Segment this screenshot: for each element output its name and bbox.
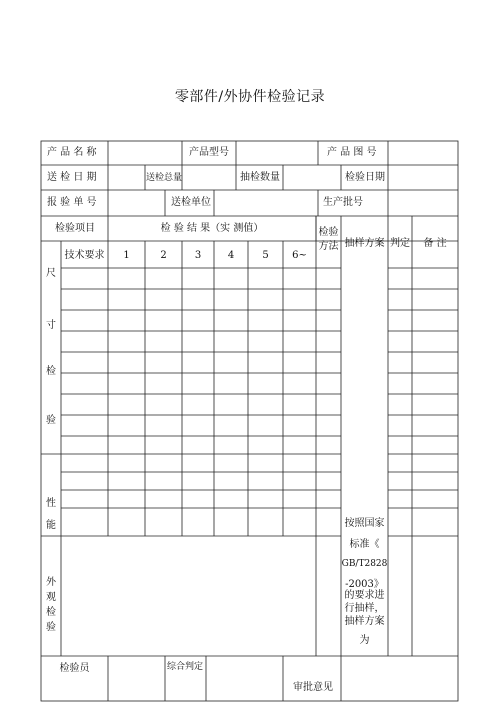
label-product-name: 产 品 名 称 xyxy=(47,147,97,158)
label-sample-qty: 抽检数量 xyxy=(240,172,280,183)
label-report-no: 报 验 单 号 xyxy=(47,197,97,208)
label-method-1: 检验 xyxy=(318,227,339,238)
label-product-model: 产品型号 xyxy=(189,147,229,158)
sampling-note-2: 标准《 xyxy=(349,539,380,550)
label-submit-date: 送 检 日 期 xyxy=(47,172,97,183)
section-dim-4: 验 xyxy=(46,415,56,426)
sampling-note-4: -2003》 xyxy=(345,579,384,590)
label-tech-req: 技术要求 xyxy=(64,250,105,261)
sampling-note-8: 为 xyxy=(359,635,370,646)
section-dim-1: 尺 xyxy=(46,268,56,279)
label-product-drawing-no: 产 品 图 号 xyxy=(327,147,377,158)
section-appear-1: 外 xyxy=(46,577,56,588)
label-result-header: 检 验 结 果（实 测值） xyxy=(160,223,264,234)
section-appear-4: 验 xyxy=(46,622,56,633)
section-perf-1: 性 xyxy=(46,498,56,509)
label-batch-no: 生产批号 xyxy=(323,197,363,208)
label-submit-total: 送检总量 xyxy=(146,173,183,183)
sampling-note-3: GB/T2828 xyxy=(341,559,388,569)
label-remarks: 备 注 xyxy=(423,238,447,249)
sampling-note-1: 按照国家 xyxy=(344,518,385,529)
sampling-note-5: 的要求进 xyxy=(344,590,385,601)
section-dim-3: 检 xyxy=(46,366,56,377)
section-appear-3: 检 xyxy=(46,607,56,618)
col-header-5: 5 xyxy=(262,250,269,261)
col-header-2: 2 xyxy=(160,250,167,261)
col-header-6: 6~ xyxy=(292,250,307,261)
col-header-4: 4 xyxy=(227,250,235,261)
section-appear-2: 观 xyxy=(46,592,56,603)
label-approval: 审批意见 xyxy=(293,682,333,693)
sampling-note-6: 行抽样， xyxy=(344,603,385,614)
label-inspect-item: 检验项目 xyxy=(55,223,95,234)
section-dim-2: 寸 xyxy=(46,320,56,331)
col-header-1: 1 xyxy=(123,250,130,261)
label-overall-judgement: 综合判定 xyxy=(167,662,204,672)
label-inspect-date: 检验日期 xyxy=(345,172,385,183)
label-sampling-plan: 抽样方案 xyxy=(344,238,385,249)
label-judgement: 判定 xyxy=(390,238,410,249)
section-perf-2: 能 xyxy=(46,520,56,531)
label-method-2: 方法 xyxy=(318,241,339,252)
sampling-note-7: 抽样方案 xyxy=(344,616,385,627)
label-submit-unit: 送检单位 xyxy=(171,197,211,208)
page-title: 零部件/外协件检验记录 xyxy=(174,89,326,105)
label-inspector: 检验员 xyxy=(59,663,90,674)
col-header-3: 3 xyxy=(194,250,202,261)
